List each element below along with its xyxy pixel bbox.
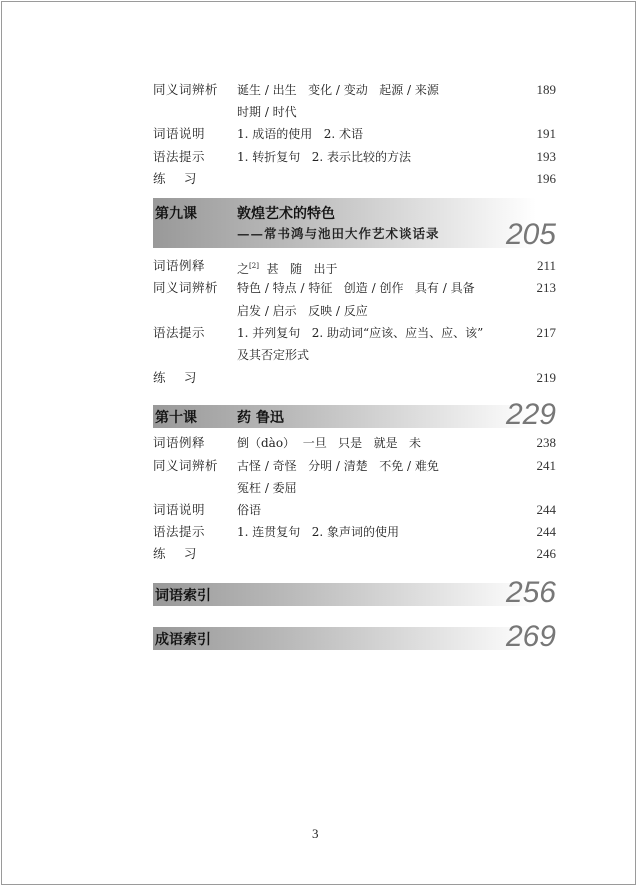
entry-text: 1. 转折复句 2. 表示比较的方法 xyxy=(237,150,411,164)
toc-entry[interactable] xyxy=(153,124,556,144)
entry-label: 练 习 xyxy=(153,171,197,186)
toc-entry[interactable] xyxy=(153,478,556,498)
entry-text-pre: 之 xyxy=(237,262,250,276)
toc-entry[interactable] xyxy=(153,345,556,365)
entry-label: 语法提示 xyxy=(153,325,206,340)
entry-page: 211 xyxy=(536,258,556,273)
toc-entry[interactable] xyxy=(153,500,556,520)
entry-page: 193 xyxy=(536,149,556,164)
index-page: 269 xyxy=(505,620,556,653)
entry-topics xyxy=(237,500,261,520)
toc-entry[interactable] xyxy=(153,301,556,321)
entry-text: 诞生 / 出生 变化 / 变动 起源 / 来源 xyxy=(237,83,439,97)
entry-text: 倒（dào） 一旦 只是 就是 未 xyxy=(237,436,422,450)
lesson-banner[interactable] xyxy=(153,198,556,251)
toc-entry[interactable] xyxy=(153,544,556,564)
entry-topics xyxy=(237,102,297,122)
entry-topics xyxy=(237,522,399,542)
entry-topics xyxy=(237,323,483,343)
entry-text: 1. 连贯复句 2. 象声词的使用 xyxy=(237,525,399,539)
entry-text: 冤枉 / 委屈 xyxy=(237,481,297,495)
entry-text: 俗语 xyxy=(237,503,262,517)
index-title: 词语索引 xyxy=(155,588,211,604)
entry-text: 及其否定形式 xyxy=(237,348,310,362)
entry-page: 217 xyxy=(536,325,556,340)
toc-entry[interactable] xyxy=(153,456,556,476)
lesson-page: 229 xyxy=(505,398,556,431)
entry-text: 启发 / 启示 反映 / 反应 xyxy=(237,304,368,318)
entry-text: 古怪 / 奇怪 分明 / 清楚 不免 / 难免 xyxy=(237,459,439,473)
entry-topics xyxy=(237,124,363,144)
lesson-page: 205 xyxy=(505,218,556,251)
entry-topics xyxy=(237,433,421,453)
entry-text: 1. 并列复句 2. 助动词“应该、应当、应、该” xyxy=(237,326,484,340)
toc-entry[interactable] xyxy=(153,433,556,453)
entry-page: 241 xyxy=(536,458,556,473)
entry-label: 语法提示 xyxy=(153,149,206,164)
entry-page: 213 xyxy=(536,280,556,295)
lesson-title: 敦煌艺术的特色 xyxy=(237,206,335,222)
entry-page: 238 xyxy=(536,435,556,450)
toc-entry[interactable] xyxy=(153,169,556,189)
entry-label: 语法提示 xyxy=(153,524,206,539)
entry-topics xyxy=(237,256,337,279)
entry-text: 时期 / 时代 xyxy=(237,105,297,119)
lesson-title: 药 鲁迅 xyxy=(237,410,284,426)
index-banner[interactable] xyxy=(153,576,556,609)
entry-page: 244 xyxy=(536,524,556,539)
entry-text: 1. 成语的使用 2. 术语 xyxy=(237,127,363,141)
entry-topics xyxy=(237,478,297,498)
entry-label: 同义词辨析 xyxy=(153,458,219,473)
toc-entry[interactable] xyxy=(153,278,556,298)
index-page: 256 xyxy=(505,576,556,609)
toc-entry[interactable] xyxy=(153,323,556,343)
entry-page: 219 xyxy=(536,370,556,385)
lesson-banner[interactable] xyxy=(153,398,556,431)
entry-page: 246 xyxy=(536,546,556,561)
index-banner[interactable] xyxy=(153,620,556,653)
entry-topics xyxy=(237,301,368,321)
lesson-subtitle: ——常书鸿与池田大作艺术谈话录 xyxy=(237,226,440,241)
entry-page: 244 xyxy=(536,502,556,517)
entry-label: 词语例释 xyxy=(153,258,206,273)
toc-entry[interactable] xyxy=(153,80,556,100)
toc-entry[interactable] xyxy=(153,256,556,276)
toc-entry[interactable] xyxy=(153,368,556,388)
lesson-number: 第九课 xyxy=(155,206,197,222)
toc-entry[interactable] xyxy=(153,147,556,167)
entry-page: 196 xyxy=(536,171,556,186)
page-number: 3 xyxy=(312,826,319,841)
entry-page: 191 xyxy=(536,126,556,141)
entry-topics xyxy=(237,345,309,365)
entry-topics xyxy=(237,456,439,476)
toc-entry[interactable] xyxy=(153,522,556,542)
entry-text-rest: 甚 随 出于 xyxy=(258,262,338,276)
entry-text: 特色 / 特点 / 特征 创造 / 创作 具有 / 具备 xyxy=(237,281,475,295)
footnote-mark: [2] xyxy=(249,262,259,270)
index-title: 成语索引 xyxy=(155,632,211,648)
lesson-number: 第十课 xyxy=(155,410,197,426)
entry-label: 词语说明 xyxy=(153,502,206,517)
entry-topics xyxy=(237,80,439,100)
entry-topics xyxy=(237,147,411,167)
entry-label: 同义词辨析 xyxy=(153,82,219,97)
entry-label: 练 习 xyxy=(153,546,197,561)
entry-label: 词语说明 xyxy=(153,126,206,141)
entry-topics xyxy=(237,278,475,298)
entry-label: 词语例释 xyxy=(153,435,206,450)
entry-page: 189 xyxy=(536,82,556,97)
toc-entry[interactable] xyxy=(153,102,556,122)
entry-label: 练 习 xyxy=(153,370,197,385)
entry-label: 同义词辨析 xyxy=(153,280,219,295)
